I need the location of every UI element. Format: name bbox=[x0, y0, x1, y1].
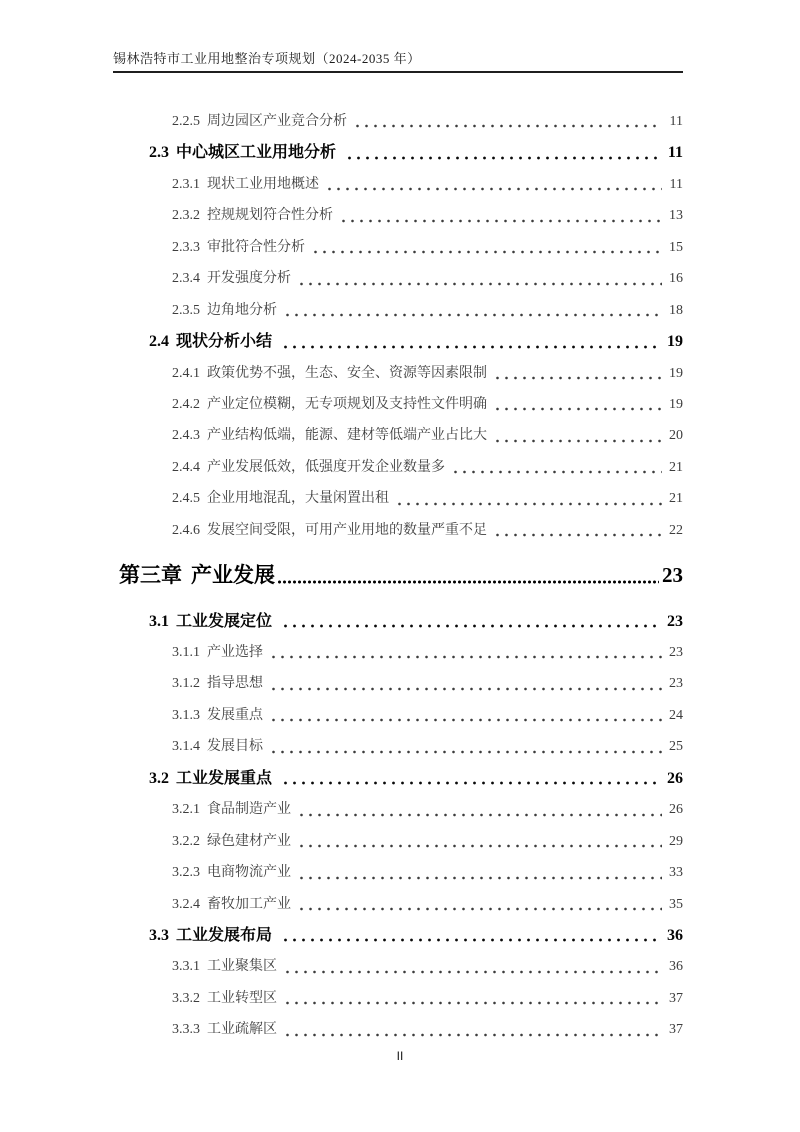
document-header-title: 锡林浩特市工业用地整治专项规划（2024-2035 年） bbox=[113, 51, 421, 66]
toc-entry-title: 审批符合性分析 bbox=[207, 239, 305, 255]
dot-leader bbox=[281, 606, 662, 637]
dot-leader bbox=[283, 983, 662, 1014]
toc-entry-title: 指导思想 bbox=[207, 676, 263, 692]
toc-entry[interactable] bbox=[113, 951, 683, 982]
dot-leader bbox=[297, 794, 662, 825]
dot-leader bbox=[297, 826, 662, 857]
toc-entry-page: 35 bbox=[669, 896, 683, 912]
toc-entry-page: 11 bbox=[667, 144, 683, 162]
toc-entry-page: 25 bbox=[669, 739, 683, 755]
toc-entry-number: 3.2.1 bbox=[172, 802, 200, 818]
toc-entry-title: 开发强度分析 bbox=[207, 271, 291, 287]
toc-entry-number: 3.1.4 bbox=[172, 739, 200, 755]
toc-entry[interactable] bbox=[113, 889, 683, 920]
toc-entry-page: 23 bbox=[669, 645, 683, 660]
dot-leader bbox=[281, 920, 662, 951]
dot-leader bbox=[325, 169, 662, 200]
dot-leader bbox=[283, 295, 662, 326]
toc-entry[interactable] bbox=[113, 668, 683, 699]
page-number: II bbox=[396, 1049, 404, 1063]
toc-entry-page: 21 bbox=[669, 491, 683, 507]
dot-leader bbox=[493, 420, 662, 451]
dot-leader bbox=[395, 483, 662, 514]
toc-entry[interactable] bbox=[113, 358, 683, 389]
dot-leader bbox=[297, 857, 662, 888]
toc-entry[interactable] bbox=[113, 763, 683, 794]
toc-entry-title: 工业聚集区 bbox=[207, 959, 277, 975]
toc-entry-page: 19 bbox=[669, 365, 683, 381]
toc-entry-page: 19 bbox=[667, 333, 683, 351]
toc-entry-page: 33 bbox=[669, 865, 683, 881]
toc-entry-page: 18 bbox=[669, 302, 683, 318]
toc-entry-number: 2.4 bbox=[149, 333, 169, 351]
toc-entry-title: 电商物流产业 bbox=[207, 865, 291, 881]
toc-entry-page: 15 bbox=[669, 239, 683, 255]
dot-leader bbox=[283, 1014, 662, 1045]
toc-entry[interactable] bbox=[113, 637, 683, 668]
toc-entry-number: 3.3.1 bbox=[172, 959, 200, 975]
toc-entry-page: 19 bbox=[669, 396, 683, 412]
toc-entry-page: 23 bbox=[669, 676, 683, 692]
document-footer bbox=[0, 1047, 800, 1065]
toc-entry[interactable] bbox=[113, 731, 683, 762]
toc-entry-number: 2.3.2 bbox=[172, 208, 200, 224]
toc-entry[interactable] bbox=[113, 606, 683, 637]
dot-leader bbox=[269, 700, 662, 731]
toc-entry-title: 政策优势不强，生态、安全、资源等因素限制 bbox=[207, 365, 487, 381]
toc-entry[interactable] bbox=[113, 515, 683, 546]
toc-entry-page: 37 bbox=[669, 990, 683, 1006]
toc-entry-title: 绿色建材产业 bbox=[207, 833, 291, 849]
toc-entry-number: 2.4.5 bbox=[172, 491, 200, 507]
toc-entry[interactable] bbox=[113, 700, 683, 731]
dot-leader bbox=[451, 452, 662, 483]
toc-entry-title: 工业疏解区 bbox=[207, 1022, 277, 1038]
dot-leader bbox=[493, 515, 662, 546]
toc-entry[interactable] bbox=[113, 263, 683, 294]
toc-entry-page: 26 bbox=[667, 769, 683, 787]
toc-entry-title: 发展空间受限，可用产业用地的数量严重不足 bbox=[207, 522, 487, 538]
dot-leader bbox=[269, 668, 662, 699]
document-header bbox=[113, 50, 683, 73]
toc-entry-title: 食品制造产业 bbox=[207, 802, 291, 818]
toc-entry[interactable] bbox=[113, 200, 683, 231]
dot-leader bbox=[297, 889, 662, 920]
toc-entry-number: 3.1 bbox=[149, 612, 169, 630]
toc-entry-title: 现状工业用地概述 bbox=[207, 176, 319, 192]
toc-entry-number: 3.1.1 bbox=[172, 645, 200, 660]
toc-entry-number: 3.2.3 bbox=[172, 865, 200, 881]
toc-entry-number: 2.4.3 bbox=[172, 428, 200, 444]
toc-entry-page: 13 bbox=[669, 208, 683, 224]
toc-entry-title: 工业发展定位 bbox=[176, 612, 273, 630]
toc-entry-number: 2.4.6 bbox=[172, 522, 200, 538]
toc-entry[interactable] bbox=[113, 232, 683, 263]
toc-entry-title: 工业发展布局 bbox=[176, 926, 273, 944]
dot-leader bbox=[269, 731, 662, 762]
toc-entry-page: 36 bbox=[667, 926, 683, 944]
toc-entry-number: 3.2.2 bbox=[172, 833, 200, 849]
toc-entry-page: 37 bbox=[669, 1022, 683, 1038]
toc-entry-number: 2.4.1 bbox=[172, 365, 200, 381]
toc-entry-number: 2.3.1 bbox=[172, 176, 200, 192]
toc-entry-number: 3.2.4 bbox=[172, 896, 200, 912]
toc-entry-number: 2.3.5 bbox=[172, 302, 200, 318]
dot-leader bbox=[283, 951, 662, 982]
toc-entry-page: 11 bbox=[669, 176, 683, 192]
toc-entry[interactable] bbox=[113, 857, 683, 888]
toc-entry-title: 畜牧加工产业 bbox=[207, 896, 291, 912]
toc-entry-page: 11 bbox=[669, 114, 683, 129]
toc-entry[interactable] bbox=[113, 106, 683, 137]
table-of-contents bbox=[113, 106, 683, 1046]
dot-leader bbox=[269, 637, 662, 668]
toc-entry-title: 产业发展 bbox=[191, 563, 275, 588]
toc-entry[interactable] bbox=[113, 1014, 683, 1045]
dot-leader bbox=[493, 389, 662, 420]
toc-entry-title: 发展重点 bbox=[207, 707, 263, 723]
toc-entry[interactable] bbox=[113, 483, 683, 514]
toc-entry[interactable] bbox=[113, 920, 683, 951]
toc-entry-title: 产业选择 bbox=[207, 645, 263, 660]
toc-entry-page: 20 bbox=[669, 428, 683, 444]
toc-entry[interactable] bbox=[113, 983, 683, 1014]
toc-entry[interactable] bbox=[113, 389, 683, 420]
toc-entry[interactable] bbox=[113, 169, 683, 200]
toc-entry-number: 第三章 bbox=[119, 563, 182, 588]
toc-entry-title: 产业定位模糊，无专项规划及支持性文件明确 bbox=[207, 396, 487, 412]
dot-leader bbox=[339, 200, 662, 231]
dot-leader bbox=[297, 263, 662, 294]
toc-entry[interactable] bbox=[113, 826, 683, 857]
toc-entry-title: 控规规划符合性分析 bbox=[207, 208, 333, 224]
toc-entry-title: 中心城区工业用地分析 bbox=[176, 144, 337, 162]
toc-entry-title: 产业发展低效，低强度开发企业数量多 bbox=[207, 459, 445, 475]
toc-entry-page: 23 bbox=[667, 612, 683, 630]
toc-entry-title: 工业发展重点 bbox=[176, 769, 273, 787]
toc-entry[interactable] bbox=[113, 452, 683, 483]
toc-entry-number: 2.3 bbox=[149, 144, 169, 162]
toc-entry-number: 3.1.3 bbox=[172, 707, 200, 723]
toc-entry-page: 29 bbox=[669, 833, 683, 849]
toc-entry-number: 2.3.3 bbox=[172, 239, 200, 255]
dot-leader bbox=[281, 763, 662, 794]
toc-entry[interactable] bbox=[113, 137, 683, 168]
toc-entry-page: 16 bbox=[669, 271, 683, 287]
toc-entry-number: 2.4.4 bbox=[172, 459, 200, 475]
dot-leader bbox=[345, 137, 662, 168]
toc-entry-page: 26 bbox=[669, 802, 683, 818]
toc-entry-title: 工业转型区 bbox=[207, 990, 277, 1006]
toc-entry-number: 2.2.5 bbox=[172, 114, 200, 129]
toc-entry[interactable] bbox=[113, 326, 683, 357]
toc-entry-page: 23 bbox=[662, 563, 683, 588]
toc-entry[interactable] bbox=[113, 295, 683, 326]
toc-entry-number: 3.2 bbox=[149, 769, 169, 787]
toc-entry-number: 3.3 bbox=[149, 926, 169, 944]
dot-leader bbox=[353, 106, 662, 137]
toc-entry-number: 3.3.2 bbox=[172, 990, 200, 1006]
toc-entry-title: 发展目标 bbox=[207, 739, 263, 755]
toc-entry-title: 现状分析小结 bbox=[176, 333, 273, 351]
toc-entry-page: 22 bbox=[669, 522, 683, 538]
toc-entry-number: 2.4.2 bbox=[172, 396, 200, 412]
toc-entry-number: 3.3.3 bbox=[172, 1022, 200, 1038]
toc-entry[interactable] bbox=[113, 560, 683, 591]
toc-entry-page: 21 bbox=[669, 459, 683, 475]
toc-entry-title: 产业结构低端，能源、建材等低端产业占比大 bbox=[207, 428, 487, 444]
toc-entry[interactable] bbox=[113, 794, 683, 825]
toc-entry-number: 3.1.2 bbox=[172, 676, 200, 692]
dot-leader bbox=[277, 560, 659, 591]
dot-leader bbox=[493, 358, 662, 389]
dot-leader bbox=[281, 326, 662, 357]
toc-entry-title: 边角地分析 bbox=[207, 302, 277, 318]
toc-entry-number: 2.3.4 bbox=[172, 271, 200, 287]
toc-entry-page: 36 bbox=[669, 959, 683, 975]
toc-entry-title: 周边园区产业竞合分析 bbox=[207, 114, 347, 129]
toc-entry-page: 24 bbox=[669, 707, 683, 723]
toc-entry-title: 企业用地混乱，大量闲置出租 bbox=[207, 491, 389, 507]
toc-entry[interactable] bbox=[113, 420, 683, 451]
dot-leader bbox=[311, 232, 662, 263]
